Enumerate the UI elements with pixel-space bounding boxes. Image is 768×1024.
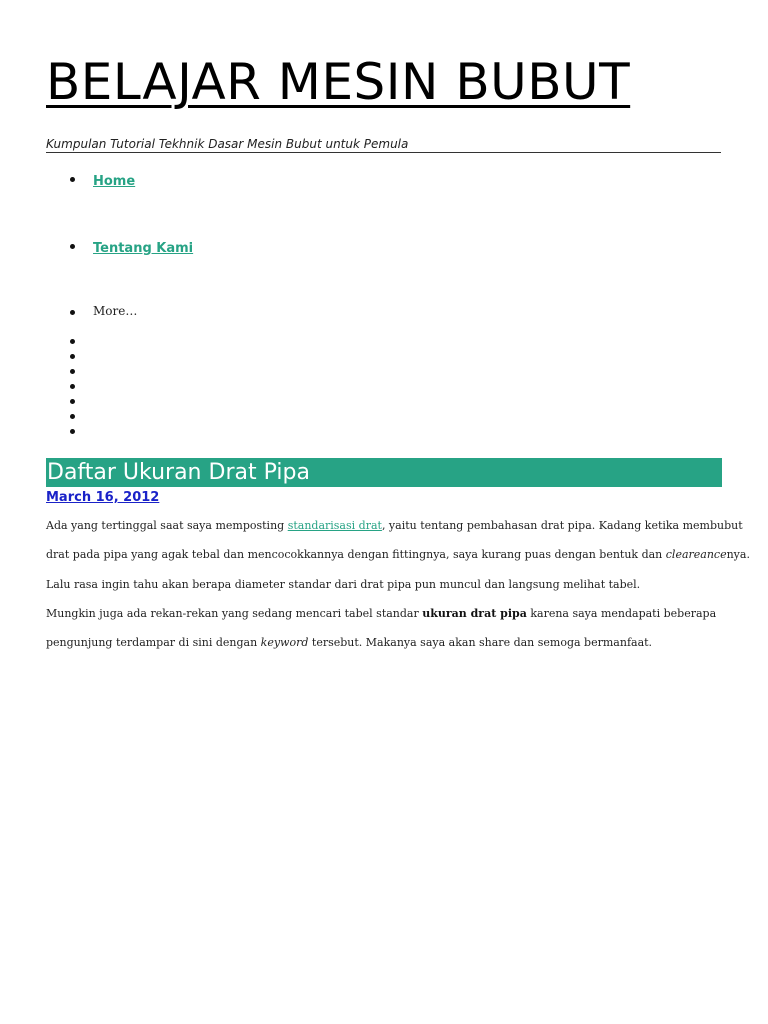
empty-list [70,339,75,444]
post-title: Daftar Ukuran Drat Pipa [46,458,722,487]
text: tersebut. Makanya saya akan share dan semoga bermanfaat. [308,636,653,650]
text: pengunjung terdampar di sini dengan [46,636,261,650]
empty-bullet [70,369,75,374]
standarisasi-drat-link[interactable]: standarisasi drat [287,519,382,532]
post-body [46,511,750,657]
empty-bullet [70,414,75,419]
nav-item-more[interactable]: More… [93,304,138,318]
text: karena saya mendapati beberapa [526,606,717,620]
paragraph-line: Lalu rasa ingin tahu akan berapa diameter standar dari drat pipa pun muncul dan langsung melihat tabel. [46,577,641,591]
post-date-link[interactable]: March 16, 2012 [46,490,160,505]
nav-item-about [93,237,193,256]
paragraph-line [46,599,726,628]
site-tagline: Kumpulan Tutorial Tekhnik Dasar Mesin Bubut untuk Pemula [46,136,721,153]
paragraph-line [46,628,726,657]
nav-item-home [93,170,135,189]
text: , yaitu tentang pembahasan drat pipa. Kadang ketika membubut [381,519,743,532]
paragraph-2 [46,599,726,658]
emphasis-keyword: keyword [260,636,309,650]
paragraph-1 [46,511,750,599]
site-title[interactable]: BELAJAR MESIN BUBUT [46,53,631,111]
text: Ada yang tertinggal saat saya memposting [46,519,288,532]
text: Mungkin juga ada rekan-rekan yang sedang mencari tabel standar [46,606,423,620]
nav-link-home[interactable]: Home [93,174,136,189]
paragraph-line [46,511,743,540]
empty-bullet [70,339,75,344]
bold-keyword: ukuran drat pipa [422,606,527,620]
nav-link-about[interactable]: Tentang Kami [93,241,194,256]
empty-bullet [70,429,75,434]
empty-bullet [70,354,75,359]
emphasis-cleareance: cleareance [665,548,727,562]
text: drat pada pipa yang agak tebal dan mencocokkannya dengan fittingnya, saya kurang puas dengan bentuk dan [46,548,666,562]
paragraph-line [46,540,750,569]
empty-bullet [70,384,75,389]
empty-bullet [70,399,75,404]
text: nya. [726,548,750,562]
